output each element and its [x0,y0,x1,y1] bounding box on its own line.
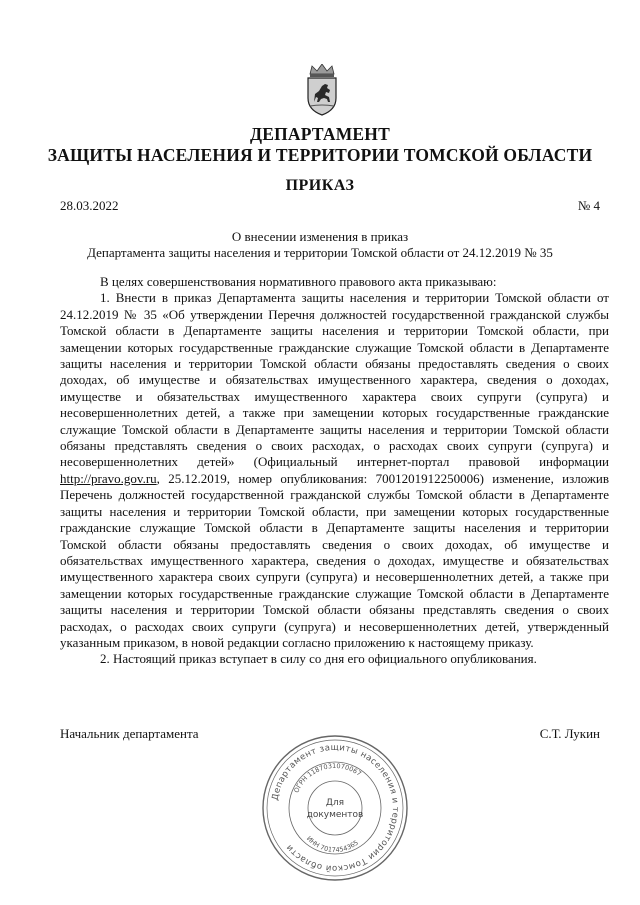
document-number: № 4 [577,198,600,213]
official-stamp [260,733,410,883]
intro-paragraph: В целях совершенствования нормативного правового акта приказываю: [100,274,497,289]
item-2-paragraph: 2. Настоящий приказ вступает в силу со дня его официального опубликования. [100,651,537,667]
item-1-text-after-link: , 25.12.2019, номер опубликования: 7001201912250006) изменение, изложив Перечень должностей государственной гражданской службы Томской области в Департаменте защиты населения и территории Томской области, при замещении которых государственные гражданские служащие Томской области в Департаменте защиты населения и территории Томской области обязаны предоставлять сведения о своих доходах, об имуществе и обязательствах имущественного характера, сведения о доходах, имуществе и обязательствах имущественного характера своих супруги (супруга) и несовершеннолетних детей, а также при замещении которых государственные гражданские служащие Томской области в Департаменте защиты населения и территории Томской области обязаны представлять сведения о своих расходах, о расходах своих супруги (супруга) и несовершеннолетних детей, утвержденный указанным приказом, в новой редакции согласно приложению к настоящему приказу. [60,470,609,650]
signer-name: С.Т. Лукин [539,726,600,741]
document-subject [0,229,640,261]
coat-of-arms-icon [302,64,342,116]
stamp-outer-text: Департамент защиты населения и территории Томской области [270,742,401,874]
item-1-paragraph [60,290,609,651]
signer-position: Начальник департамента [60,726,199,741]
document-date: 28.03.2022 [60,198,119,213]
stamp-center-line2: документов [306,810,364,820]
organization-name-line2: ЗАЩИТЫ НАСЕЛЕНИЯ И ТЕРРИТОРИИ ТОМСКОЙ ОБЛАСТИ [47,145,593,165]
stamp-ogrn: ОГРН 1187031070067 [292,761,363,795]
subject-line2: Департамента защиты населения и территории Томской области от 24.12.2019 № 35 [87,245,553,260]
pravo-gov-link[interactable]: http://pravo.gov.ru [60,470,157,486]
document-type: ПРИКАЗ [285,177,355,194]
item-1-text-before-link: 1. Внести в приказ Департамента защиты населения и территории Томской области от 24.12.2019 № 35 «Об утверждении Перечня должностей государственной гражданской службы Томской области в Департаменте защиты населения и территории Томской области, при замещении которых государственные гражданские служащие Томской области в Департаменте защиты населения и территории Томской области обязаны предоставлять сведения о своих доходах, об имуществе и обязательствах имущественного характера, сведения о доходах, имуществе и обязательствах имущественного характера своих супруги (супруга) и несовершеннолетних детей, а также при замещении которых государственные гражданские служащие Томской области в Департаменте защиты населения и территории Томской области обязаны представлять сведения о своих расходах, о расходах своих супруги (супруга) и несовершеннолетних детей» (Официальный интернет-портал правовой информации [60,290,609,470]
stamp-inn: ИНН 7017454365 [304,834,360,855]
subject-line1: О внесении изменения в приказ [231,229,409,244]
stamp-center-line1: Для [325,798,345,808]
organization-name-line1: ДЕПАРТАМЕНТ [250,124,390,144]
svg-text:ОГРН 1187031070067 [292,762,362,794]
document-body [60,274,609,668]
